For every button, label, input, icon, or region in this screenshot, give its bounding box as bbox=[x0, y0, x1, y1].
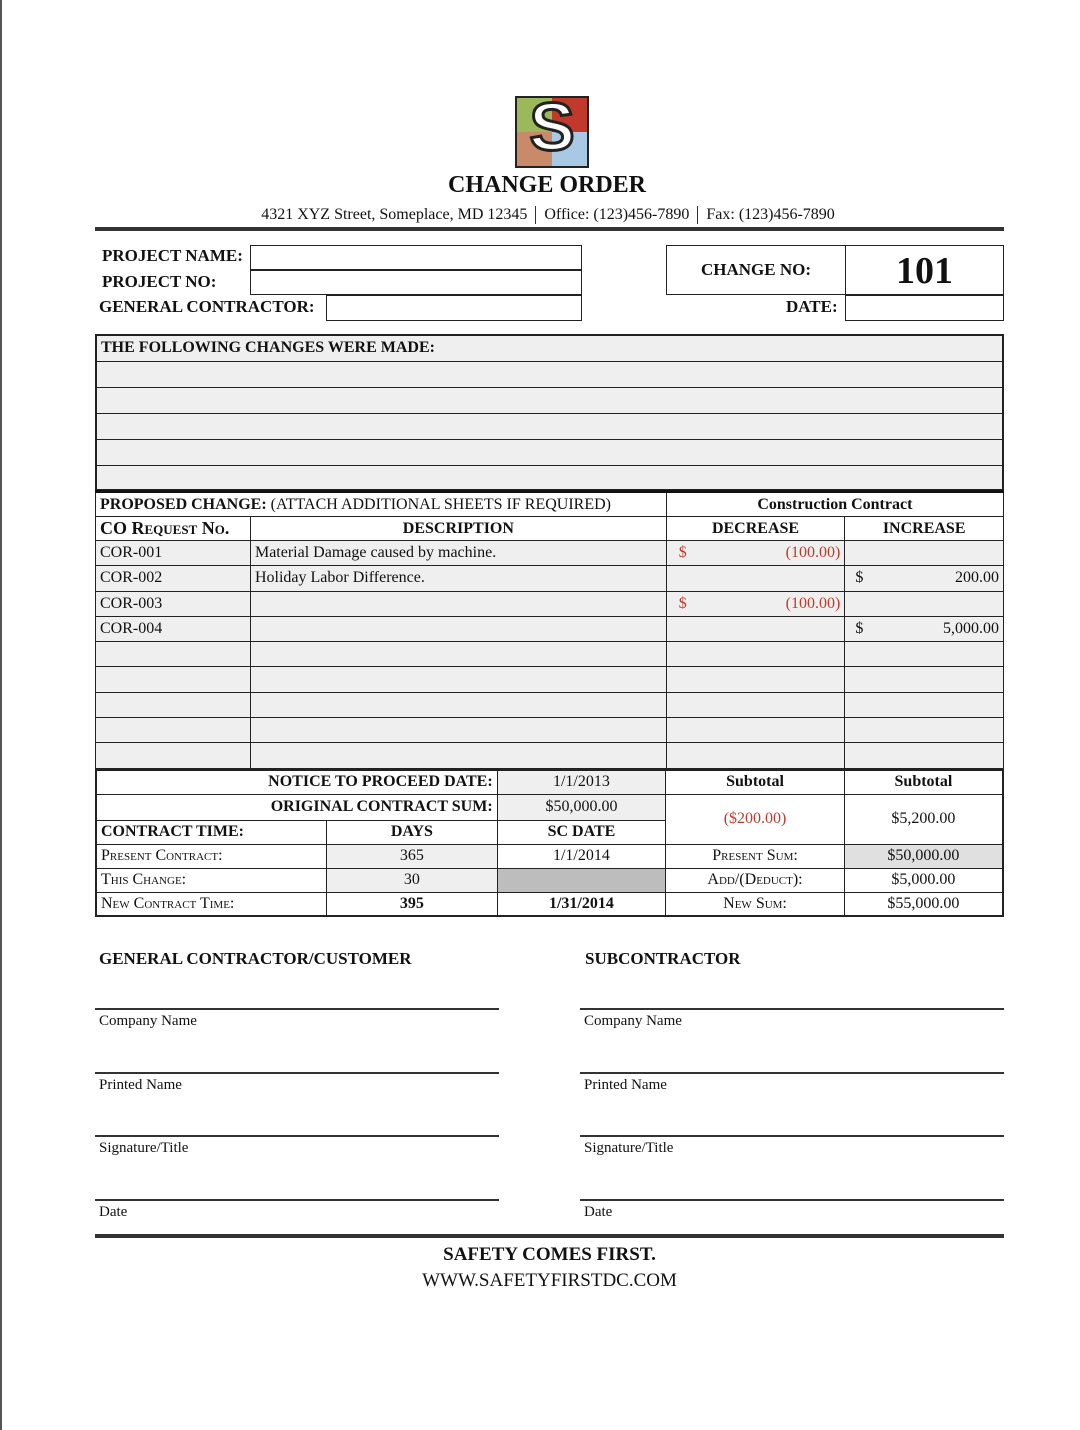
description[interactable] bbox=[250, 667, 666, 692]
col-description: DESCRIPTION bbox=[250, 517, 666, 541]
general-contractor-field[interactable] bbox=[326, 295, 582, 321]
present-days[interactable]: 365 bbox=[327, 844, 497, 868]
co-request-no[interactable] bbox=[96, 692, 251, 717]
description[interactable] bbox=[250, 692, 666, 717]
currency-symbol: $ bbox=[678, 594, 687, 612]
description[interactable]: Material Damage caused by machine. bbox=[250, 541, 666, 566]
add-deduct-label: Add/(Deduct): bbox=[666, 868, 845, 892]
col-co-request-no: CO Request No. bbox=[96, 517, 251, 541]
decrease[interactable] bbox=[666, 718, 845, 743]
description[interactable] bbox=[250, 743, 666, 768]
new-days: 395 bbox=[327, 892, 497, 916]
this-change-label: This Change: bbox=[96, 868, 327, 892]
proposed-change-table bbox=[95, 490, 1004, 769]
present-sum-label: Present Sum: bbox=[666, 844, 845, 868]
fax: Fax: (123)456-7890 bbox=[706, 206, 835, 223]
office-phone: Office: (123)456-7890 bbox=[544, 206, 690, 223]
co-request-no[interactable]: COR-002 bbox=[96, 566, 251, 591]
change-no-label: CHANGE NO: bbox=[666, 245, 846, 295]
co-request-no[interactable] bbox=[96, 642, 251, 667]
change-line[interactable] bbox=[96, 465, 1003, 490]
present-contract-label: Present Contract: bbox=[96, 844, 327, 868]
subtotal-decrease: ($200.00) bbox=[666, 794, 845, 844]
signature-field-label: Signature/Title bbox=[99, 1140, 189, 1156]
table-row bbox=[96, 718, 1004, 743]
table-row bbox=[96, 541, 1004, 566]
signature-line[interactable] bbox=[95, 1072, 499, 1074]
footer-slogan: SAFETY COMES FIRST. bbox=[443, 1244, 656, 1265]
construction-contract-heading: Construction Contract bbox=[666, 492, 1003, 517]
ocs-value[interactable]: $50,000.00 bbox=[497, 794, 666, 820]
table-row bbox=[96, 692, 1004, 717]
this-change-days[interactable]: 30 bbox=[327, 868, 497, 892]
signature-field-label: Company Name bbox=[584, 1013, 682, 1029]
new-contract-time-label: New Contract Time: bbox=[96, 892, 327, 916]
new-sum: $55,000.00 bbox=[844, 892, 1003, 916]
company-contact bbox=[2, 206, 1080, 224]
currency-symbol: $ bbox=[678, 544, 687, 562]
ntp-label: NOTICE TO PROCEED DATE: bbox=[96, 770, 497, 794]
increase[interactable] bbox=[845, 718, 1004, 743]
table-row bbox=[96, 642, 1004, 667]
increase[interactable] bbox=[845, 616, 1004, 641]
project-no-label: PROJECT NO: bbox=[102, 272, 217, 291]
ocs-label: ORIGINAL CONTRACT SUM: bbox=[96, 794, 497, 820]
divider bbox=[95, 227, 1004, 231]
change-line[interactable] bbox=[96, 387, 1003, 413]
description[interactable] bbox=[250, 642, 666, 667]
decrease[interactable] bbox=[666, 541, 845, 566]
signature-line[interactable] bbox=[95, 1008, 499, 1010]
new-date: 1/31/2014 bbox=[497, 892, 666, 916]
table-row bbox=[96, 616, 1004, 641]
signature-field-label: Date bbox=[584, 1203, 613, 1220]
table-row bbox=[96, 667, 1004, 692]
subtotal-decrease-label: Subtotal bbox=[666, 770, 845, 794]
date-label: DATE: bbox=[786, 297, 838, 316]
change-line[interactable] bbox=[96, 439, 1003, 465]
co-request-no[interactable]: COR-001 bbox=[96, 541, 251, 566]
gc-signature-heading: GENERAL CONTRACTOR/CUSTOMER bbox=[99, 949, 412, 968]
signature-line[interactable] bbox=[95, 1135, 499, 1137]
co-request-no[interactable] bbox=[96, 718, 251, 743]
subtotal-increase: $5,200.00 bbox=[844, 794, 1003, 844]
project-name-label: PROJECT NAME: bbox=[102, 246, 243, 265]
signature-field-label: Date bbox=[99, 1203, 128, 1220]
new-sum-label: New Sum: bbox=[666, 892, 845, 916]
signature-field-label: Signature/Title bbox=[584, 1140, 674, 1156]
description[interactable] bbox=[250, 718, 666, 743]
change-line[interactable] bbox=[96, 413, 1003, 439]
add-deduct-sum: $5,000.00 bbox=[844, 868, 1003, 892]
co-request-no[interactable]: COR-003 bbox=[96, 591, 251, 616]
description[interactable] bbox=[250, 616, 666, 641]
description[interactable]: Holiday Labor Difference. bbox=[250, 566, 666, 591]
currency-symbol: $ bbox=[855, 620, 864, 638]
contract-time-label: CONTRACT TIME: bbox=[96, 820, 327, 844]
increase[interactable] bbox=[845, 566, 1004, 591]
decrease[interactable] bbox=[666, 566, 845, 591]
changes-heading: THE FOLLOWING CHANGES WERE MADE: bbox=[96, 335, 1003, 361]
signature-field-label: Printed Name bbox=[584, 1076, 667, 1093]
change-no-value[interactable]: 101 bbox=[845, 245, 1004, 295]
change-line[interactable] bbox=[96, 361, 1003, 387]
ntp-value[interactable]: 1/1/2013 bbox=[497, 770, 666, 794]
co-request-no[interactable] bbox=[96, 743, 251, 768]
date-field[interactable] bbox=[845, 295, 1004, 321]
signature-line[interactable] bbox=[580, 1135, 1004, 1137]
co-request-no[interactable] bbox=[96, 667, 251, 692]
sub-signature-heading: SUBCONTRACTOR bbox=[585, 949, 741, 968]
description[interactable] bbox=[250, 591, 666, 616]
signature-line[interactable] bbox=[580, 1008, 1004, 1010]
decrease-amount: (100.00) bbox=[785, 544, 841, 562]
contract-summary-table bbox=[95, 769, 1004, 917]
footer-divider bbox=[95, 1234, 1004, 1238]
decrease[interactable] bbox=[666, 667, 845, 692]
signature-field-label: Printed Name bbox=[99, 1076, 182, 1093]
increase[interactable] bbox=[845, 667, 1004, 692]
increase[interactable] bbox=[845, 743, 1004, 768]
decrease[interactable] bbox=[666, 692, 845, 717]
decrease[interactable] bbox=[666, 591, 845, 616]
signature-line[interactable] bbox=[580, 1072, 1004, 1074]
signature-field-label: Company Name bbox=[99, 1013, 197, 1029]
decrease[interactable] bbox=[666, 642, 845, 667]
decrease-amount: (100.00) bbox=[785, 594, 841, 612]
increase-amount: 5,000.00 bbox=[943, 620, 999, 638]
currency-symbol: $ bbox=[855, 569, 864, 587]
increase[interactable] bbox=[845, 591, 1004, 616]
co-request-no[interactable]: COR-004 bbox=[96, 616, 251, 641]
proposed-heading: PROPOSED CHANGE: (ATTACH ADDITIONAL SHEETS IF REQUIRED) bbox=[96, 492, 667, 517]
changes-made-table bbox=[95, 334, 1004, 491]
table-row bbox=[96, 743, 1004, 768]
signature-line[interactable] bbox=[580, 1199, 1004, 1201]
decrease[interactable] bbox=[666, 616, 845, 641]
sc-date-label: SC DATE bbox=[497, 820, 666, 844]
page-title: CHANGE ORDER bbox=[447, 172, 646, 198]
days-label: DAYS bbox=[327, 820, 497, 844]
project-name-field[interactable] bbox=[250, 245, 582, 270]
present-sum[interactable]: $50,000.00 bbox=[844, 844, 1003, 868]
decrease[interactable] bbox=[666, 743, 845, 768]
general-contractor-label: GENERAL CONTRACTOR: bbox=[99, 297, 315, 316]
company-logo: S bbox=[515, 96, 589, 168]
col-decrease: DECREASE bbox=[666, 517, 845, 541]
subtotal-increase-label: Subtotal bbox=[844, 770, 1003, 794]
col-increase: INCREASE bbox=[845, 517, 1004, 541]
increase-amount: 200.00 bbox=[955, 569, 999, 587]
increase[interactable] bbox=[845, 642, 1004, 667]
present-date[interactable]: 1/1/2014 bbox=[497, 844, 666, 868]
project-no-field[interactable] bbox=[250, 270, 582, 295]
address: 4321 XYZ Street, Someplace, MD 12345 bbox=[261, 206, 528, 223]
table-row bbox=[96, 591, 1004, 616]
increase[interactable] bbox=[845, 692, 1004, 717]
table-row bbox=[96, 566, 1004, 591]
footer-website[interactable]: WWW.SAFETYFIRSTDC.COM bbox=[422, 1270, 677, 1291]
this-change-date bbox=[497, 868, 666, 892]
signature-line[interactable] bbox=[95, 1199, 499, 1201]
increase[interactable] bbox=[845, 541, 1004, 566]
